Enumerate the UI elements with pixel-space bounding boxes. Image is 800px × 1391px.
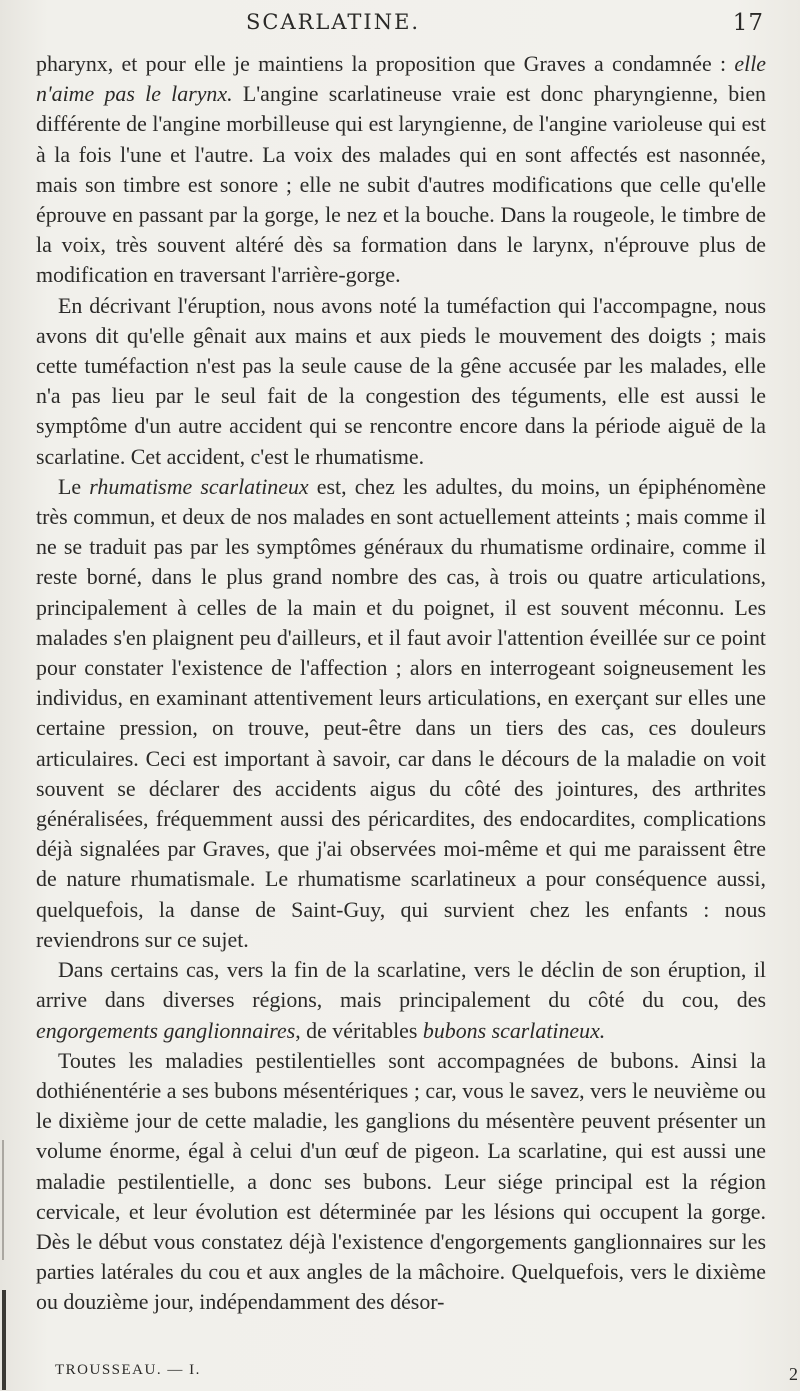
text-run: , de véritables bbox=[295, 1017, 423, 1043]
paragraph bbox=[36, 291, 766, 472]
text-run: pharynx, et pour elle je maintiens la proposition que Graves a condamnée : bbox=[36, 51, 735, 76]
binding-edge-mark bbox=[2, 1140, 4, 1260]
text-run: L'angine scarlatineuse vraie est donc pharyngienne, bien différente de l'angine morbilleuse qui est laryngienne, de l'angine varioleuse qui est à la fois l'une et l'autre. La voix des malades qui en sont affectés est nasonnée, mais son timbre est sonore ; elle ne subit d'autres modifications que celle qu'elle éprouve en passant par la gorge, le nez et la bouche. Dans la rougeole, le timbre de la voix, très souvent altéré dès sa formation dans le larynx, n'éprouve plus de modification en traversant l'arrière-gorge. bbox=[36, 81, 766, 288]
paragraph bbox=[36, 472, 766, 955]
text-run: est, chez les adultes, du moins, un épiphénomène très commun, et deux de nos malades en sont actuellement atteints ; mais comme il ne se traduit pas par les symptômes généraux du rhumatisme ordinaire, comme il reste borné, dans le plus grand nombre des cas, à trois ou quatre articulations, principalement à celles de la main et du poignet, il est souvent méconnu. Les malades s'en plaignent peu d'ailleurs, et il faut avoir l'attention éveillée sur ce point pour constater l'existence de l'affection ; alors en interrogeant soigneusement les individus, en examinant attentivement leurs articulations, en exerçant sur elles une certaine pression, on trouve, peut-être dans un tiers des cas, ces douleurs articulaires. Ceci est important à savoir, car dans le décours de la maladie on voit souvent se déclarer des accidents aigus du côté des jointures, des arthrites généralisées, fréquemment aussi des péricardites, des endocardites, complications déjà signalées par Graves, que j'ai observées moi-même et qui me paraissent être de nature rhumatismale. Le rhumatisme scarlatineux a pour conséquence aussi, quelquefois, la danse de Saint-Guy, qui survient chez les enfants : nous reviendrons sur ce sujet. bbox=[36, 473, 766, 952]
signature-number: 2 bbox=[789, 1364, 798, 1384]
text-run: Dans certains cas, vers la fin de la scarlatine, vers le déclin de son éruption, il arrive dans diverses régions, mais principalement du côté du cou, des bbox=[36, 957, 766, 1013]
text-run: En décrivant l'éruption, nous avons noté la tuméfaction qui l'accompagne, nous avons dit qu'elle gênait aux mains et aux pieds le mouvement des doigts ; mais cette tuméfaction n'est pas la seule cause de la gêne accusée par les malades, elle n'a pas lieu par le seul fait de la congestion des téguments, elle est aussi le symptôme d'un autre accident qui se rencontre encore dans la période aiguë de la scarlatine. Cet accident, c'est le rhumatisme. bbox=[36, 292, 766, 469]
italic-phrase: rhumatisme scarlatineux bbox=[89, 473, 309, 499]
italic-phrase: elle n'aime pas le larynx. bbox=[36, 51, 766, 107]
page-header bbox=[246, 10, 764, 40]
italic-phrase: engorgements ganglionnaires bbox=[36, 1017, 296, 1043]
text-run: Le bbox=[58, 473, 90, 499]
paragraph bbox=[36, 49, 766, 291]
page-number: 17 bbox=[732, 10, 764, 36]
body-text bbox=[36, 49, 766, 1318]
paragraph bbox=[36, 1046, 766, 1318]
paragraph bbox=[36, 955, 766, 1046]
signature-mark: TROUSSEAU. — I. bbox=[55, 1362, 201, 1378]
binding-edge-mark bbox=[2, 1290, 6, 1390]
running-title: SCARLATINE. bbox=[246, 10, 421, 34]
text-run: Toutes les maladies pestilentielles sont accompagnées de bubons. Ainsi la dothiénentérie a ses bubons mésentériques ; car, vous le savez, vers le neuvième ou le dixième jour de cette maladie, les ganglions du mésentère peuvent présenter un volume énorme, égal à celui d'un œuf de pigeon. La scarlatine, qui est aussi une maladie pestilentielle, a donc ses bubons. Leur siége principal est la région cervicale, et leur évolution est déterminée par les lésions qui occupent la gorge. Dès le début vous constatez déjà l'existence d'engorgements ganglionnaires sur les parties latérales du cou et aux angles de la mâchoire. Quelquefois, vers le dixième ou douzième jour, indépendamment des désor- bbox=[36, 1047, 766, 1315]
italic-phrase: bubons scarlatineux. bbox=[422, 1017, 606, 1043]
page-footer bbox=[55, 1362, 798, 1384]
